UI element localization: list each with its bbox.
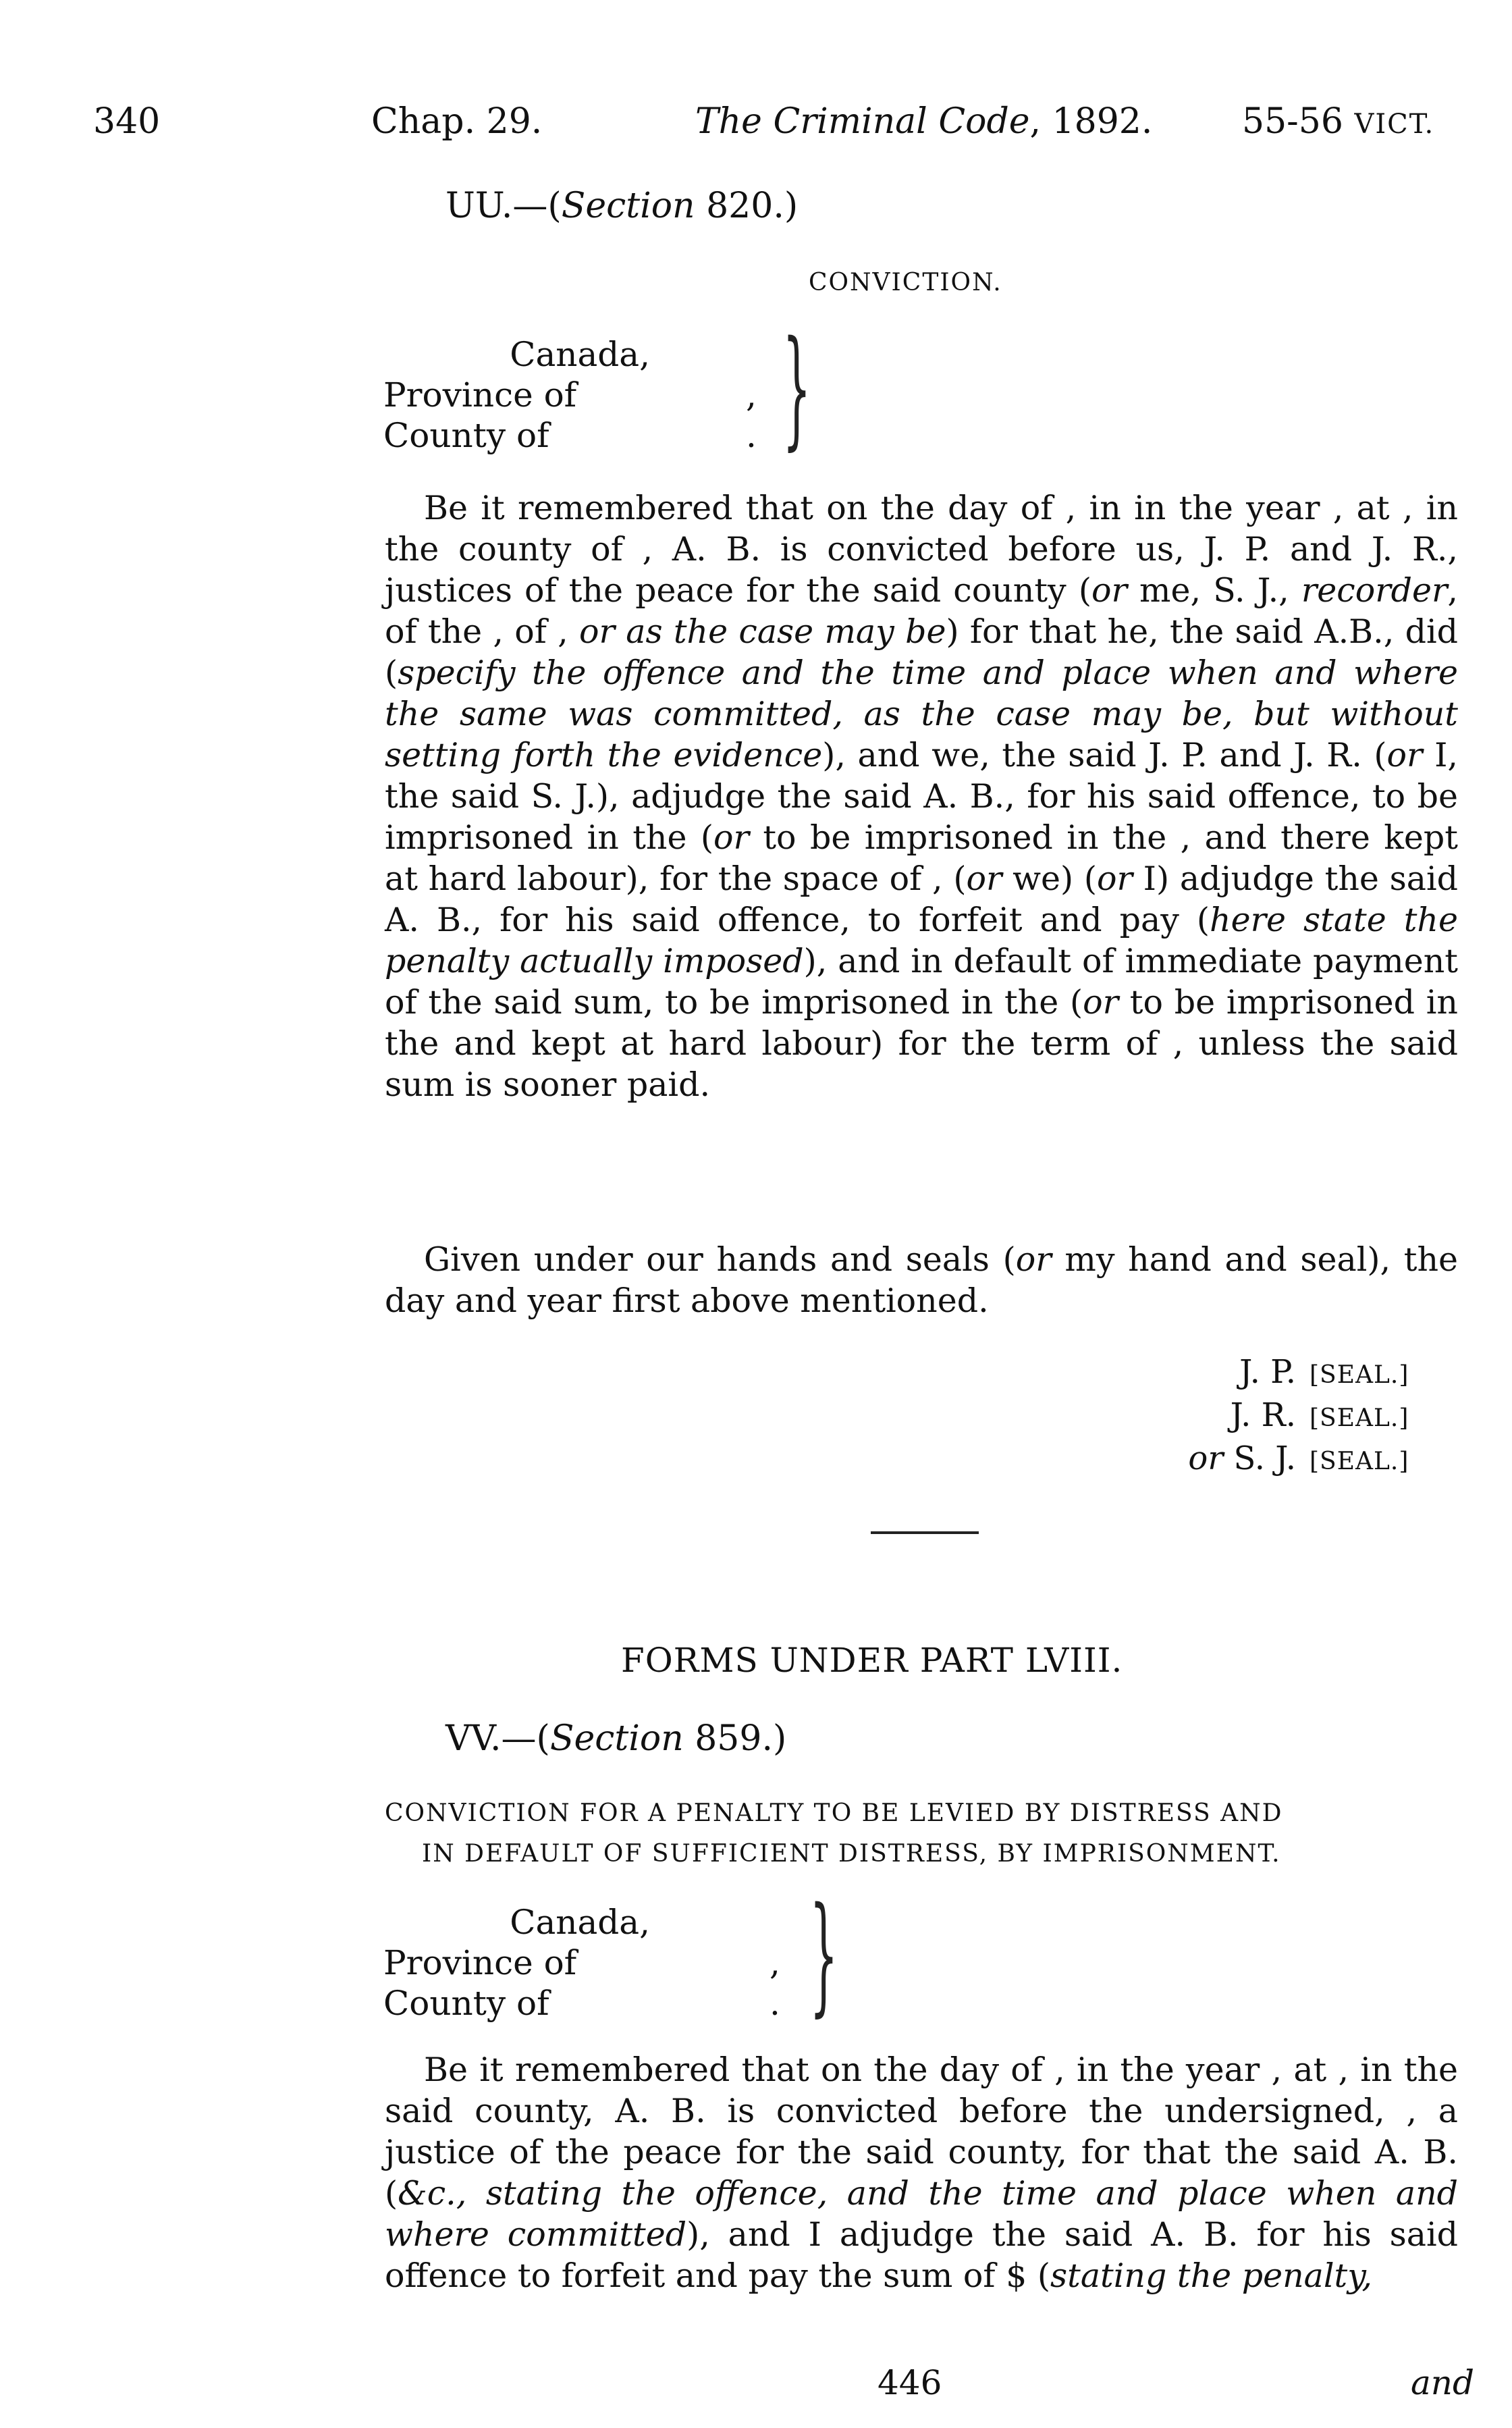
- form-vv-venue-canada: Canada,: [510, 1903, 650, 1942]
- text-run: ) for that he, the said A.B., did (: [385, 612, 1458, 692]
- form-vv-venue-county: County of: [383, 1984, 549, 2023]
- seal-label: [SEAL.]: [1310, 1448, 1409, 1475]
- form-uu-venue-province: Province of: [383, 375, 577, 415]
- running-title: [695, 101, 1152, 142]
- signature-jp: [1239, 1350, 1296, 1394]
- text-run: ), and I adjudge the said A. B. for his said offence to forfeit and pay the sum of $ (: [385, 2215, 1458, 2295]
- form-vv-venue-brace: }: [809, 1880, 838, 2029]
- seal-label: [SEAL.]: [1310, 1404, 1409, 1432]
- signature-sj: [1188, 1437, 1296, 1480]
- text-run: ), and we, the said J. P. and J. R. (: [822, 736, 1387, 774]
- form-vv-section-number: 859.): [683, 1718, 787, 1759]
- text-run: to be imprisoned in the , and there kept at hard labour), for the space of , (: [385, 818, 1458, 898]
- text-run: me, S. J.,: [1127, 571, 1301, 610]
- form-uu-venue-period: .: [746, 416, 757, 455]
- section-divider: [871, 1531, 979, 1534]
- text-run: Be it remembered that on the day of , in in the year , at , in the county of , A. B. is convicted before us, J. P. and J. R., justices of the peace for the said county (: [385, 489, 1458, 610]
- text-run-italic: specify the offence and the time and place when and where the same was committed, as the case may be, but without setting forth the evidence: [385, 654, 1458, 774]
- text-run: I) adjudge the said A. B., for his said offence, to forfeit and pay (: [385, 860, 1459, 939]
- text-run-italic: or: [1097, 860, 1133, 898]
- text-run-italic: or: [1091, 571, 1127, 610]
- text-run: Be it remembered that on the day of , in the year , at , in the said county, A. B. is convicted before the undersigned, , a justice of the peace for the said county, for that the said A. B. (: [385, 2051, 1458, 2213]
- session-years: 55-56: [1242, 101, 1343, 142]
- session-label: [1242, 101, 1434, 142]
- form-uu-section-number: 820.): [695, 186, 799, 226]
- text-run: , of the , of ,: [385, 571, 1458, 651]
- chapter-label: Chap. 29.: [371, 101, 543, 142]
- text-run-italic: here state the penalty actually imposed: [385, 901, 1458, 980]
- signature-jr: [1231, 1394, 1296, 1437]
- text-run: Given under our hands and seals (: [424, 1240, 1016, 1279]
- signature-name: J. P.: [1239, 1353, 1296, 1391]
- text-run-italic: or: [713, 818, 749, 857]
- form-uu-venue-brace: }: [782, 313, 811, 463]
- text-run: we) (: [1002, 860, 1098, 898]
- text-run: I, the said S. J.), adjudge the said A. B., for his said offence, to be imprisoned in the (: [385, 736, 1458, 857]
- form-uu-id: [446, 186, 798, 226]
- session-sovereign: VICT.: [1354, 109, 1435, 140]
- text-run-italic: or: [1083, 983, 1119, 1022]
- seal-sj: [1310, 1437, 1409, 1483]
- form-vv-heading-line1: CONVICTION FOR A PENALTY TO BE LEVIED BY DISTRESS AND: [385, 1799, 1283, 1827]
- form-uu-paren: (: [547, 186, 562, 226]
- text-run-italic: or: [1015, 1240, 1052, 1279]
- text-run: to be imprisoned in the and kept at hard labour) for the term of , unless the said sum is sooner paid.: [385, 983, 1458, 1104]
- form-uu-venue-canada: Canada,: [510, 335, 650, 374]
- text-run-italic: or as the case may be: [579, 612, 946, 651]
- form-vv-venue-province: Province of: [383, 1943, 577, 1982]
- seal-jp: [1310, 1350, 1409, 1397]
- catchword: and: [1411, 2363, 1475, 2402]
- form-uu-given-clause: [385, 1239, 1458, 1321]
- seal-jr: [1310, 1394, 1409, 1440]
- running-title-year: , 1892.: [1029, 101, 1153, 142]
- signature-prefix: or: [1188, 1440, 1224, 1477]
- page-number: 340: [93, 101, 161, 142]
- form-vv-paren: (: [536, 1718, 550, 1759]
- form-vv-section-label: Section: [549, 1718, 684, 1759]
- text-run-italic: or: [966, 860, 1002, 898]
- text-run-italic: recorder: [1301, 571, 1448, 610]
- text-run-italic: &c., stating the offence, and the time and place when and where committed: [385, 2174, 1458, 2254]
- text-run: ), and in default of immediate payment of the said sum, to be imprisoned in the (: [385, 942, 1458, 1022]
- signature-name: S. J.: [1233, 1440, 1296, 1477]
- form-vv-letter: VV.—: [446, 1718, 537, 1759]
- form-uu-section-label: Section: [561, 186, 695, 226]
- text-run: my hand and seal), the day and year first above mentioned.: [385, 1240, 1458, 1320]
- text-run-italic: stating the penalty,: [1050, 2257, 1372, 2295]
- form-uu-letter: UU.—: [446, 186, 548, 226]
- form-uu-body: [385, 487, 1458, 1105]
- signature-name: J. R.: [1230, 1396, 1296, 1434]
- form-vv-venue-comma: ,: [770, 1943, 780, 1982]
- signature-mark: 446: [878, 2363, 942, 2402]
- running-title-italic: The Criminal Code: [695, 101, 1030, 142]
- part-heading: FORMS UNDER PART LVIII.: [621, 1641, 1123, 1680]
- seal-label: [SEAL.]: [1310, 1361, 1409, 1389]
- form-vv-heading-line2: IN DEFAULT OF SUFFICIENT DISTRESS, BY IMPRISONMENT.: [422, 1840, 1281, 1868]
- form-vv-venue-period: .: [770, 1984, 780, 2023]
- text-run-italic: or: [1386, 736, 1423, 774]
- form-vv-body: [385, 2049, 1458, 2296]
- form-uu-venue-county: County of: [383, 416, 549, 455]
- form-uu-venue-comma: ,: [746, 375, 757, 415]
- form-vv-id: [446, 1718, 786, 1759]
- form-uu-heading: CONVICTION.: [809, 269, 1002, 296]
